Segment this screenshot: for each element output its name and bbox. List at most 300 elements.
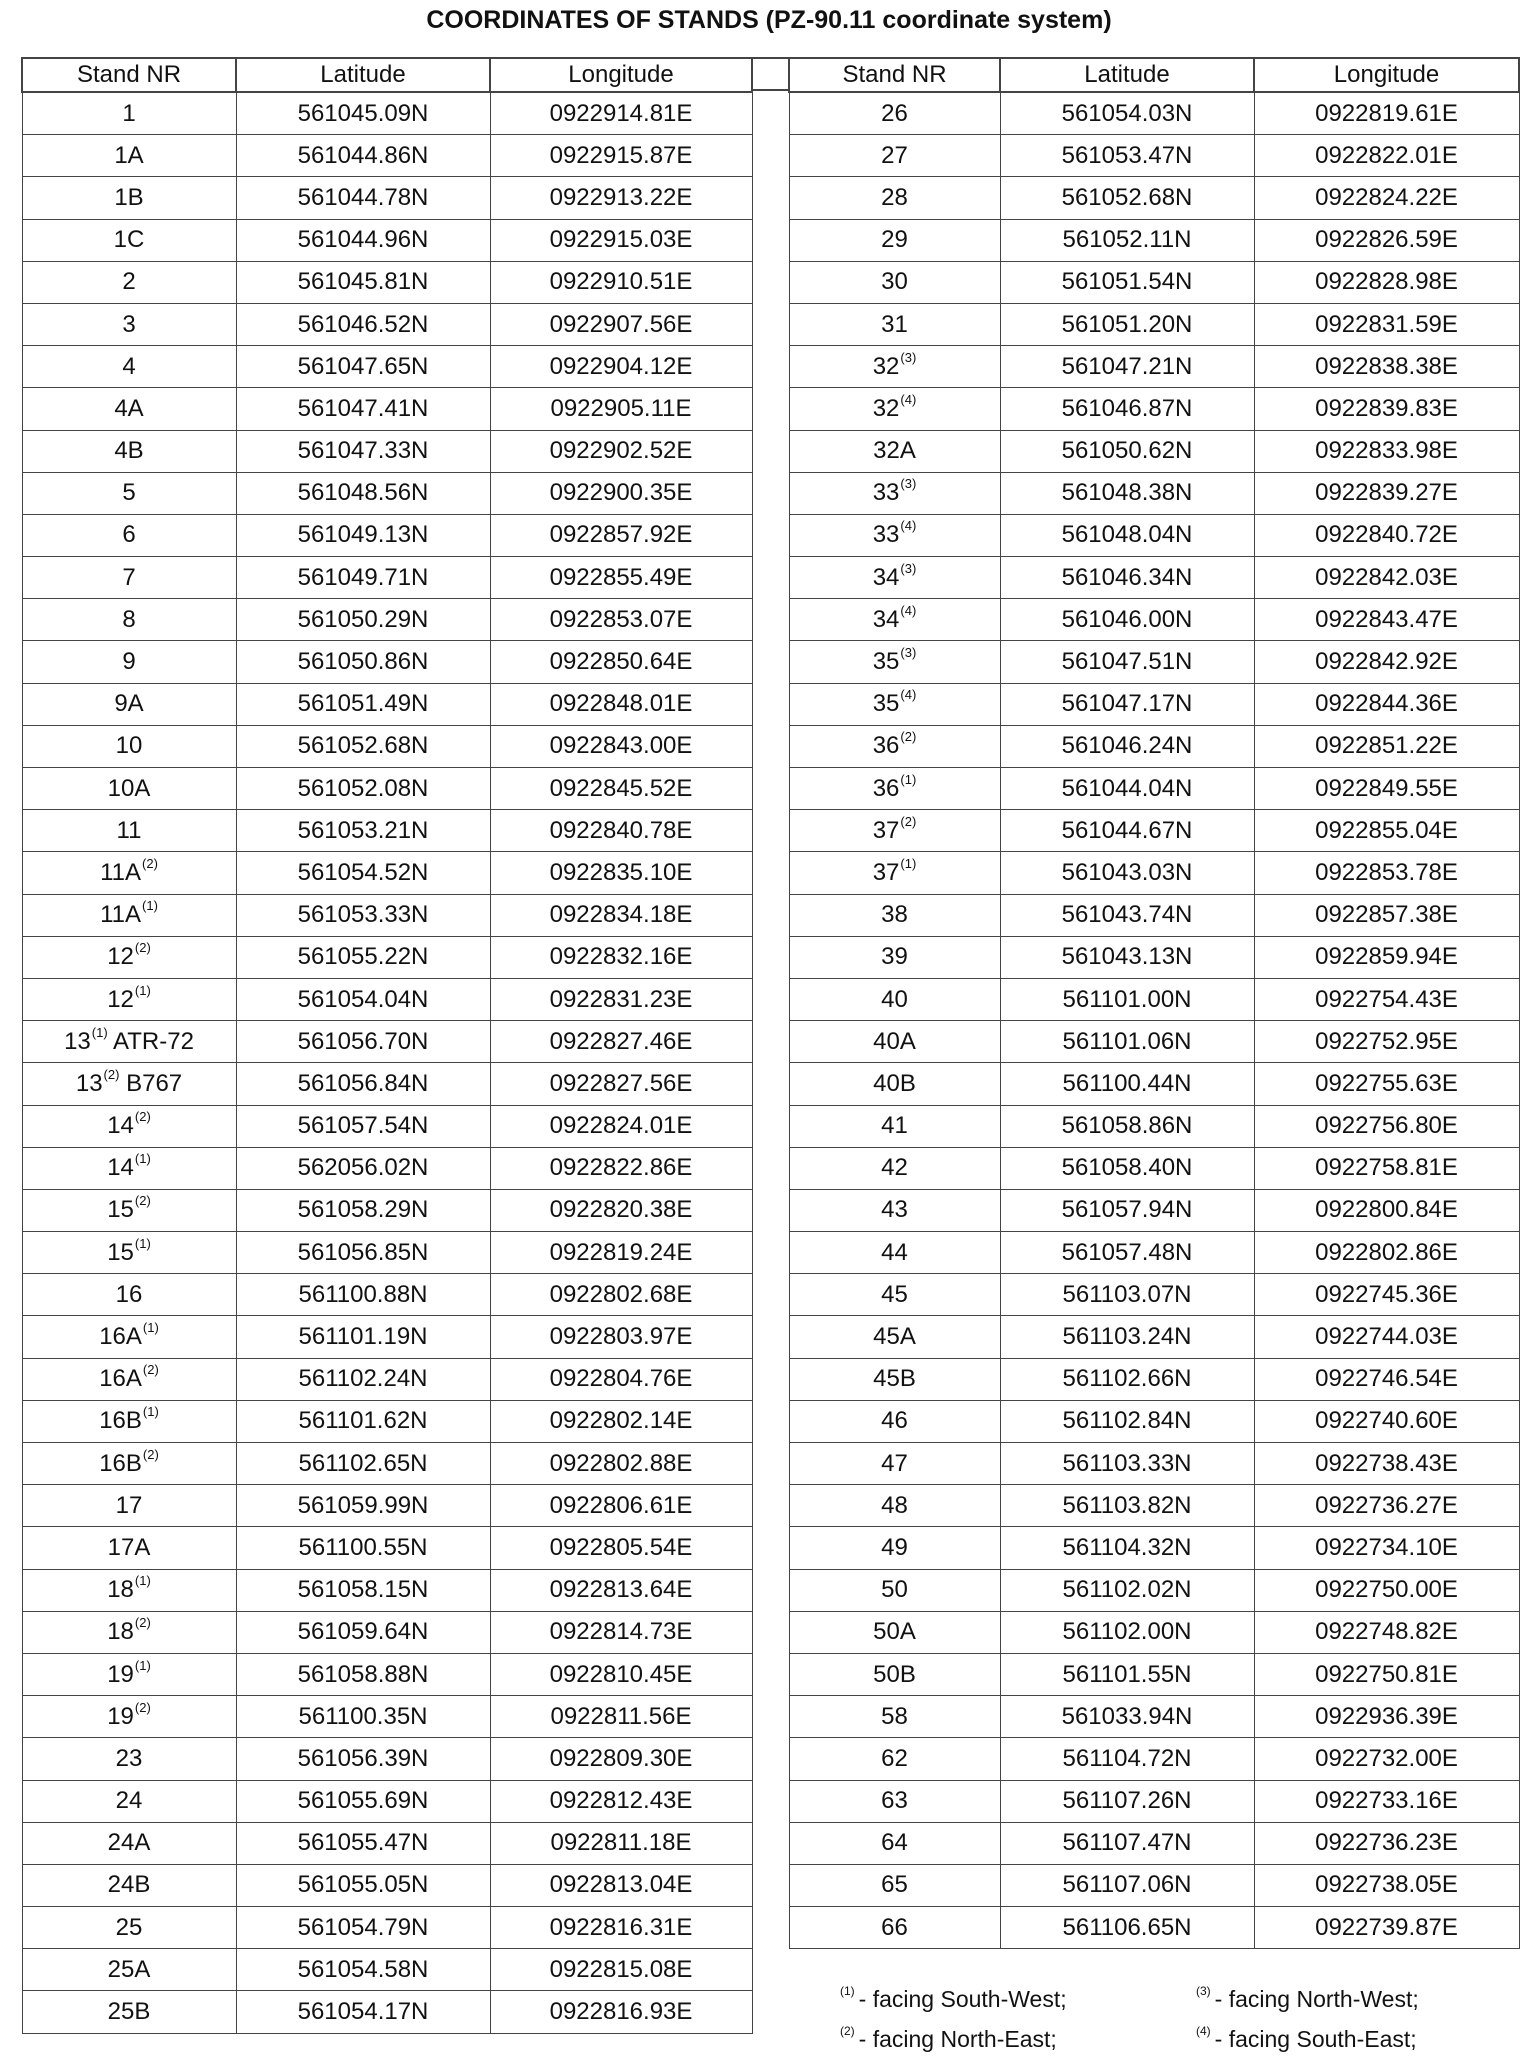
stand-nr-cell — [789, 599, 1000, 641]
latitude-cell: 561043.03N — [1000, 852, 1254, 894]
latitude-cell: 561056.84N — [236, 1063, 490, 1105]
stand-nr: 13 — [75, 1069, 103, 1097]
stand-nr: 32 — [872, 352, 900, 380]
latitude-cell: 561048.56N — [236, 472, 490, 514]
latitude-cell: 561033.94N — [1000, 1696, 1254, 1738]
table-row — [22, 1358, 752, 1400]
longitude-cell: 0922745.36E — [1254, 1274, 1519, 1316]
table-row — [789, 725, 1519, 767]
stand-nr: 35 — [872, 690, 900, 718]
latitude-cell: 561059.99N — [236, 1485, 490, 1527]
table-row — [789, 92, 1519, 135]
stand-nr-cell — [22, 1696, 236, 1738]
stand-nr: 25B — [107, 1998, 151, 2026]
latitude-cell: 561054.79N — [236, 1907, 490, 1949]
longitude-cell: 0922853.07E — [490, 599, 752, 641]
longitude-cell: 0922822.86E — [490, 1147, 752, 1189]
stand-nr-cell — [789, 1063, 1000, 1105]
header-stand-nr: Stand NR — [22, 58, 236, 92]
longitude-cell: 0922907.56E — [490, 303, 752, 345]
stand-nr: 3 — [122, 310, 136, 338]
longitude-cell: 0922736.27E — [1254, 1485, 1519, 1527]
latitude-cell: 561052.08N — [236, 768, 490, 810]
stand-nr-cell — [22, 978, 236, 1020]
longitude-cell: 0922828.98E — [1254, 261, 1519, 303]
header-longitude: Longitude — [1254, 58, 1519, 92]
stand-nr-cell — [22, 1653, 236, 1695]
table-row — [22, 1400, 752, 1442]
latitude-cell: 561100.35N — [236, 1696, 490, 1738]
longitude-cell: 0922905.11E — [490, 388, 752, 430]
latitude-cell: 561047.17N — [1000, 683, 1254, 725]
table-row — [789, 1611, 1519, 1653]
latitude-cell: 561107.06N — [1000, 1864, 1254, 1906]
stand-nr-cell — [22, 177, 236, 219]
longitude-cell: 0922842.03E — [1254, 557, 1519, 599]
table-row — [789, 430, 1519, 472]
table-header-row — [789, 58, 1519, 92]
table-row — [789, 1358, 1519, 1400]
latitude-cell: 561053.47N — [1000, 135, 1254, 177]
stand-nr: 62 — [881, 1744, 908, 1772]
longitude-cell: 0922824.01E — [490, 1105, 752, 1147]
latitude-cell: 561046.52N — [236, 303, 490, 345]
longitude-cell: 0922813.64E — [490, 1569, 752, 1611]
stand-nr: 4 — [122, 352, 136, 380]
longitude-cell: 0922824.22E — [1254, 177, 1519, 219]
footnote-ref: (2) — [134, 940, 151, 956]
longitude-cell: 0922827.56E — [490, 1063, 752, 1105]
table-row — [789, 1316, 1519, 1358]
stand-nr: 63 — [881, 1787, 908, 1815]
stand-nr-cell — [789, 1864, 1000, 1906]
header-latitude: Latitude — [1000, 58, 1254, 92]
table-row — [789, 894, 1519, 936]
stand-nr-cell — [789, 978, 1000, 1020]
stand-nr-cell — [789, 936, 1000, 978]
longitude-cell: 0922839.83E — [1254, 388, 1519, 430]
longitude-cell: 0922805.54E — [490, 1527, 752, 1569]
stand-nr: 25 — [115, 1913, 143, 1941]
footnote-ref: (2) — [134, 1193, 151, 1209]
footnote-ref: (2) — [134, 1109, 151, 1125]
stand-nr: 19 — [107, 1702, 134, 1730]
footnote-ref: (4) — [900, 602, 917, 618]
stand-nr: 66 — [881, 1913, 908, 1941]
stand-nr-cell — [789, 852, 1000, 894]
footnote-ref: (2) — [900, 813, 917, 829]
stand-nr-cell — [22, 1274, 236, 1316]
footnote-ref: (4) — [900, 518, 917, 534]
table-row — [789, 1527, 1519, 1569]
stand-nr: 29 — [881, 226, 908, 254]
stand-nr: 33 — [872, 521, 900, 549]
table-row — [22, 641, 752, 683]
longitude-cell: 0922802.14E — [490, 1400, 752, 1442]
longitude-cell: 0922855.04E — [1254, 810, 1519, 852]
longitude-cell: 0922834.18E — [490, 894, 752, 936]
table-row — [22, 1147, 752, 1189]
stand-nr-cell — [789, 514, 1000, 556]
longitude-cell: 0922859.94E — [1254, 936, 1519, 978]
latitude-cell: 561106.65N — [1000, 1907, 1254, 1949]
longitude-cell: 0922915.03E — [490, 219, 752, 261]
table-row — [22, 810, 752, 852]
stand-nr-cell — [22, 725, 236, 767]
stand-nr: 45 — [881, 1280, 908, 1308]
stand-nr-cell — [789, 1696, 1000, 1738]
stand-nr-cell — [789, 1232, 1000, 1274]
longitude-cell: 0922843.47E — [1254, 599, 1519, 641]
latitude-cell: 561047.21N — [1000, 346, 1254, 388]
table-row — [22, 1696, 752, 1738]
table-row — [22, 725, 752, 767]
footnote-ref: (1) — [900, 771, 917, 787]
stand-nr-cell — [789, 768, 1000, 810]
footnote-ref: (3) — [900, 645, 917, 661]
stand-nr: 16A — [99, 1323, 142, 1351]
longitude-cell: 0922913.22E — [490, 177, 752, 219]
table-row — [22, 1738, 752, 1780]
stand-nr-cell — [789, 725, 1000, 767]
longitude-cell: 0922832.16E — [490, 936, 752, 978]
table-row — [789, 557, 1519, 599]
longitude-cell: 0922816.93E — [490, 1991, 752, 2033]
longitude-cell: 0922827.46E — [490, 1021, 752, 1063]
latitude-cell: 561053.33N — [236, 894, 490, 936]
stand-nr-cell — [22, 1864, 236, 1906]
longitude-cell: 0922816.31E — [490, 1907, 752, 1949]
latitude-cell: 561043.13N — [1000, 936, 1254, 978]
stand-nr-cell — [789, 219, 1000, 261]
longitude-cell: 0922758.81E — [1254, 1147, 1519, 1189]
footnote-ref: (4) — [900, 687, 917, 703]
longitude-cell: 0922822.01E — [1254, 135, 1519, 177]
stand-nr: 15 — [107, 1196, 134, 1224]
latitude-cell: 561102.02N — [1000, 1569, 1254, 1611]
table-row — [789, 135, 1519, 177]
latitude-cell: 561104.32N — [1000, 1527, 1254, 1569]
longitude-cell: 0922809.30E — [490, 1738, 752, 1780]
stand-nr-cell — [22, 303, 236, 345]
latitude-cell: 561101.62N — [236, 1400, 490, 1442]
longitude-cell: 0922756.80E — [1254, 1105, 1519, 1147]
stand-nr-cell — [22, 1443, 236, 1485]
latitude-cell: 561100.55N — [236, 1527, 490, 1569]
latitude-cell: 562056.02N — [236, 1147, 490, 1189]
stand-nr-cell — [789, 472, 1000, 514]
stand-nr-cell — [22, 1907, 236, 1949]
stand-nr: 50A — [873, 1618, 916, 1646]
latitude-cell: 561047.65N — [236, 346, 490, 388]
footnote-text: - facing South-East; — [1214, 2026, 1417, 2052]
stand-nr-cell — [22, 683, 236, 725]
table-row — [22, 303, 752, 345]
stand-nr: 12 — [107, 985, 134, 1013]
stand-nr: 11A — [100, 901, 142, 929]
table-row — [22, 261, 752, 303]
stand-nr: 14 — [107, 1154, 134, 1182]
longitude-cell: 0922740.60E — [1254, 1400, 1519, 1442]
stand-nr-cell — [22, 135, 236, 177]
stand-nr-cell — [789, 1316, 1000, 1358]
latitude-cell: 561044.67N — [1000, 810, 1254, 852]
stand-nr-cell — [22, 1780, 236, 1822]
stand-nr-cell — [22, 936, 236, 978]
stand-nr-cell — [22, 1400, 236, 1442]
table-row — [789, 1274, 1519, 1316]
stand-nr: 40A — [873, 1027, 916, 1055]
latitude-cell: 561047.41N — [236, 388, 490, 430]
latitude-cell: 561054.04N — [236, 978, 490, 1020]
latitude-cell: 561046.34N — [1000, 557, 1254, 599]
stand-nr: 18 — [107, 1576, 134, 1604]
stand-nr-cell — [22, 1021, 236, 1063]
table-row — [22, 978, 752, 1020]
stand-nr: 34 — [872, 605, 900, 633]
footnote-mark: (1) — [840, 1984, 855, 1998]
latitude-cell: 561056.70N — [236, 1021, 490, 1063]
latitude-cell: 561050.62N — [1000, 430, 1254, 472]
longitude-cell: 0922733.16E — [1254, 1780, 1519, 1822]
stand-nr: 46 — [881, 1407, 908, 1435]
stand-nr-cell — [789, 1527, 1000, 1569]
stand-nr-cell — [789, 1400, 1000, 1442]
stand-nr-cell — [22, 472, 236, 514]
latitude-cell: 561049.13N — [236, 514, 490, 556]
stand-nr-cell — [22, 1105, 236, 1147]
footnote-ref: (1) — [134, 982, 151, 998]
stand-nr-cell — [22, 599, 236, 641]
latitude-cell: 561059.64N — [236, 1611, 490, 1653]
stand-nr-cell — [22, 1527, 236, 1569]
longitude-cell: 0922802.88E — [490, 1443, 752, 1485]
longitude-cell: 0922803.97E — [490, 1316, 752, 1358]
table-row — [22, 388, 752, 430]
latitude-cell: 561103.82N — [1000, 1485, 1254, 1527]
stand-nr: 23 — [115, 1744, 143, 1772]
latitude-cell: 561045.81N — [236, 261, 490, 303]
header-latitude: Latitude — [236, 58, 490, 92]
stand-nr-cell — [22, 219, 236, 261]
stand-nr: 65 — [881, 1871, 908, 1899]
stand-nr: 36 — [872, 774, 900, 802]
longitude-cell: 0922738.05E — [1254, 1864, 1519, 1906]
stand-nr: 15 — [107, 1238, 134, 1266]
longitude-cell: 0922800.84E — [1254, 1189, 1519, 1231]
table-row — [22, 1232, 752, 1274]
longitude-cell: 0922813.04E — [490, 1864, 752, 1906]
table-row — [22, 1485, 752, 1527]
footnote-ref: (2) — [103, 1066, 120, 1082]
latitude-cell: 561044.86N — [236, 135, 490, 177]
stand-nr-cell — [22, 1358, 236, 1400]
latitude-cell: 561058.29N — [236, 1189, 490, 1231]
stand-nr: 16 — [115, 1280, 143, 1308]
table-row — [789, 1232, 1519, 1274]
table-row — [22, 219, 752, 261]
latitude-cell: 561053.21N — [236, 810, 490, 852]
table-row — [789, 1147, 1519, 1189]
footnote-ref: (1) — [900, 855, 917, 871]
latitude-cell: 561055.22N — [236, 936, 490, 978]
longitude-cell: 0922819.61E — [1254, 92, 1519, 135]
stand-nr: 28 — [881, 183, 908, 211]
table-row — [22, 599, 752, 641]
stand-nr: 36 — [872, 732, 900, 760]
latitude-cell: 561044.04N — [1000, 768, 1254, 810]
latitude-cell: 561050.86N — [236, 641, 490, 683]
footnote-text: - facing South-West; — [858, 1986, 1067, 2012]
longitude-cell: 0922811.18E — [490, 1822, 752, 1864]
longitude-cell: 0922804.76E — [490, 1358, 752, 1400]
footnote-mark: (3) — [1196, 1984, 1211, 1998]
footnote-ref: (2) — [134, 1615, 151, 1631]
footnote-ref: (3) — [900, 476, 917, 492]
footnote-4 — [1196, 2026, 1417, 2053]
footnote-ref: (1) — [134, 1573, 151, 1589]
stand-nr: 38 — [881, 901, 908, 929]
stand-nr-cell — [789, 92, 1000, 135]
stand-nr-cell — [22, 1949, 236, 1991]
stand-nr: 18 — [107, 1618, 134, 1646]
table-row — [789, 303, 1519, 345]
stand-nr-cell — [789, 1907, 1000, 1949]
table-row — [789, 1021, 1519, 1063]
table-row — [789, 346, 1519, 388]
stand-nr-cell — [789, 1569, 1000, 1611]
stand-nr: 58 — [881, 1702, 908, 1730]
stand-nr-cell — [789, 346, 1000, 388]
stand-nr-cell — [22, 1232, 236, 1274]
stand-nr: 32 — [872, 394, 900, 422]
stand-nr: 1B — [114, 183, 144, 211]
latitude-cell: 561054.03N — [1000, 92, 1254, 135]
stand-nr-cell — [22, 1569, 236, 1611]
table-row — [22, 1274, 752, 1316]
stand-nr: 43 — [881, 1196, 908, 1224]
table-row — [789, 514, 1519, 556]
stand-nr-cell — [22, 810, 236, 852]
stand-nr: 16A — [99, 1365, 142, 1393]
stand-nr-cell — [22, 1189, 236, 1231]
longitude-cell: 0922910.51E — [490, 261, 752, 303]
latitude-cell: 561055.05N — [236, 1864, 490, 1906]
footnote-ref: (2) — [900, 729, 917, 745]
stand-nr-cell — [789, 1611, 1000, 1653]
table-row — [22, 1949, 752, 1991]
footnote-1 — [840, 1986, 1067, 2013]
latitude-cell: 561102.65N — [236, 1443, 490, 1485]
footnote-ref: (1) — [142, 1320, 159, 1336]
stand-nr-cell — [789, 135, 1000, 177]
longitude-cell: 0922750.00E — [1254, 1569, 1519, 1611]
stand-nr: 64 — [881, 1829, 908, 1857]
table-row — [789, 472, 1519, 514]
table-row — [789, 1696, 1519, 1738]
longitude-cell: 0922839.27E — [1254, 472, 1519, 514]
table-row — [22, 1527, 752, 1569]
stand-nr: 17 — [115, 1491, 143, 1519]
table-row — [789, 599, 1519, 641]
latitude-cell: 561052.68N — [236, 725, 490, 767]
footnote-mark: (4) — [1196, 2024, 1211, 2038]
longitude-cell: 0922936.39E — [1254, 1696, 1519, 1738]
longitude-cell: 0922732.00E — [1254, 1738, 1519, 1780]
footnote-3 — [1196, 1986, 1419, 2013]
latitude-cell: 561047.33N — [236, 430, 490, 472]
table-row — [22, 177, 752, 219]
latitude-cell: 561102.00N — [1000, 1611, 1254, 1653]
table-row — [22, 936, 752, 978]
footnote-ref: (1) — [142, 1404, 159, 1420]
table-row — [789, 1569, 1519, 1611]
latitude-cell: 561052.68N — [1000, 177, 1254, 219]
stand-nr: 44 — [881, 1238, 908, 1266]
table-row — [789, 1738, 1519, 1780]
latitude-cell: 561046.00N — [1000, 599, 1254, 641]
longitude-cell: 0922736.23E — [1254, 1822, 1519, 1864]
table-row — [789, 683, 1519, 725]
stand-nr-cell — [789, 177, 1000, 219]
stand-nr-cell — [22, 1147, 236, 1189]
stand-nr-cell — [22, 92, 236, 135]
latitude-cell: 561102.24N — [236, 1358, 490, 1400]
table-row — [22, 1021, 752, 1063]
header-longitude: Longitude — [490, 58, 752, 92]
latitude-cell: 561050.29N — [236, 599, 490, 641]
stand-nr: 27 — [881, 141, 908, 169]
stand-nr-cell — [22, 894, 236, 936]
latitude-cell: 561054.17N — [236, 1991, 490, 2033]
stand-nr-cell — [789, 430, 1000, 472]
stand-nr-cell — [789, 1780, 1000, 1822]
stand-nr-cell — [22, 388, 236, 430]
stand-nr: 24B — [107, 1871, 151, 1899]
table-row — [789, 388, 1519, 430]
longitude-cell: 0922802.68E — [490, 1274, 752, 1316]
stand-nr: 8 — [122, 605, 136, 633]
longitude-cell: 0922819.24E — [490, 1232, 752, 1274]
stand-nr-cell — [789, 894, 1000, 936]
latitude-cell: 561058.86N — [1000, 1105, 1254, 1147]
longitude-cell: 0922812.43E — [490, 1780, 752, 1822]
table-row — [22, 1653, 752, 1695]
stand-nr-cell — [789, 1021, 1000, 1063]
stand-nr: 1 — [122, 99, 136, 127]
longitude-cell: 0922855.49E — [490, 557, 752, 599]
stand-nr: 19 — [107, 1660, 134, 1688]
longitude-cell: 0922844.36E — [1254, 683, 1519, 725]
stand-nr: 34 — [872, 563, 900, 591]
longitude-cell: 0922755.63E — [1254, 1063, 1519, 1105]
stand-nr-cell — [789, 1738, 1000, 1780]
stand-nr-cell — [789, 1653, 1000, 1695]
longitude-cell: 0922842.92E — [1254, 641, 1519, 683]
table-row — [22, 1443, 752, 1485]
stand-nr: 1C — [113, 226, 145, 254]
stand-nr-cell — [22, 768, 236, 810]
footnote-ref: (2) — [134, 1699, 151, 1715]
longitude-cell: 0922831.59E — [1254, 303, 1519, 345]
stand-nr-cell — [789, 1147, 1000, 1189]
stand-nr-cell — [22, 346, 236, 388]
stand-nr-cell — [789, 557, 1000, 599]
footnote-ref: (2) — [142, 855, 158, 871]
latitude-cell: 561051.49N — [236, 683, 490, 725]
table-row — [22, 472, 752, 514]
footnote-ref: (1) — [142, 898, 158, 914]
